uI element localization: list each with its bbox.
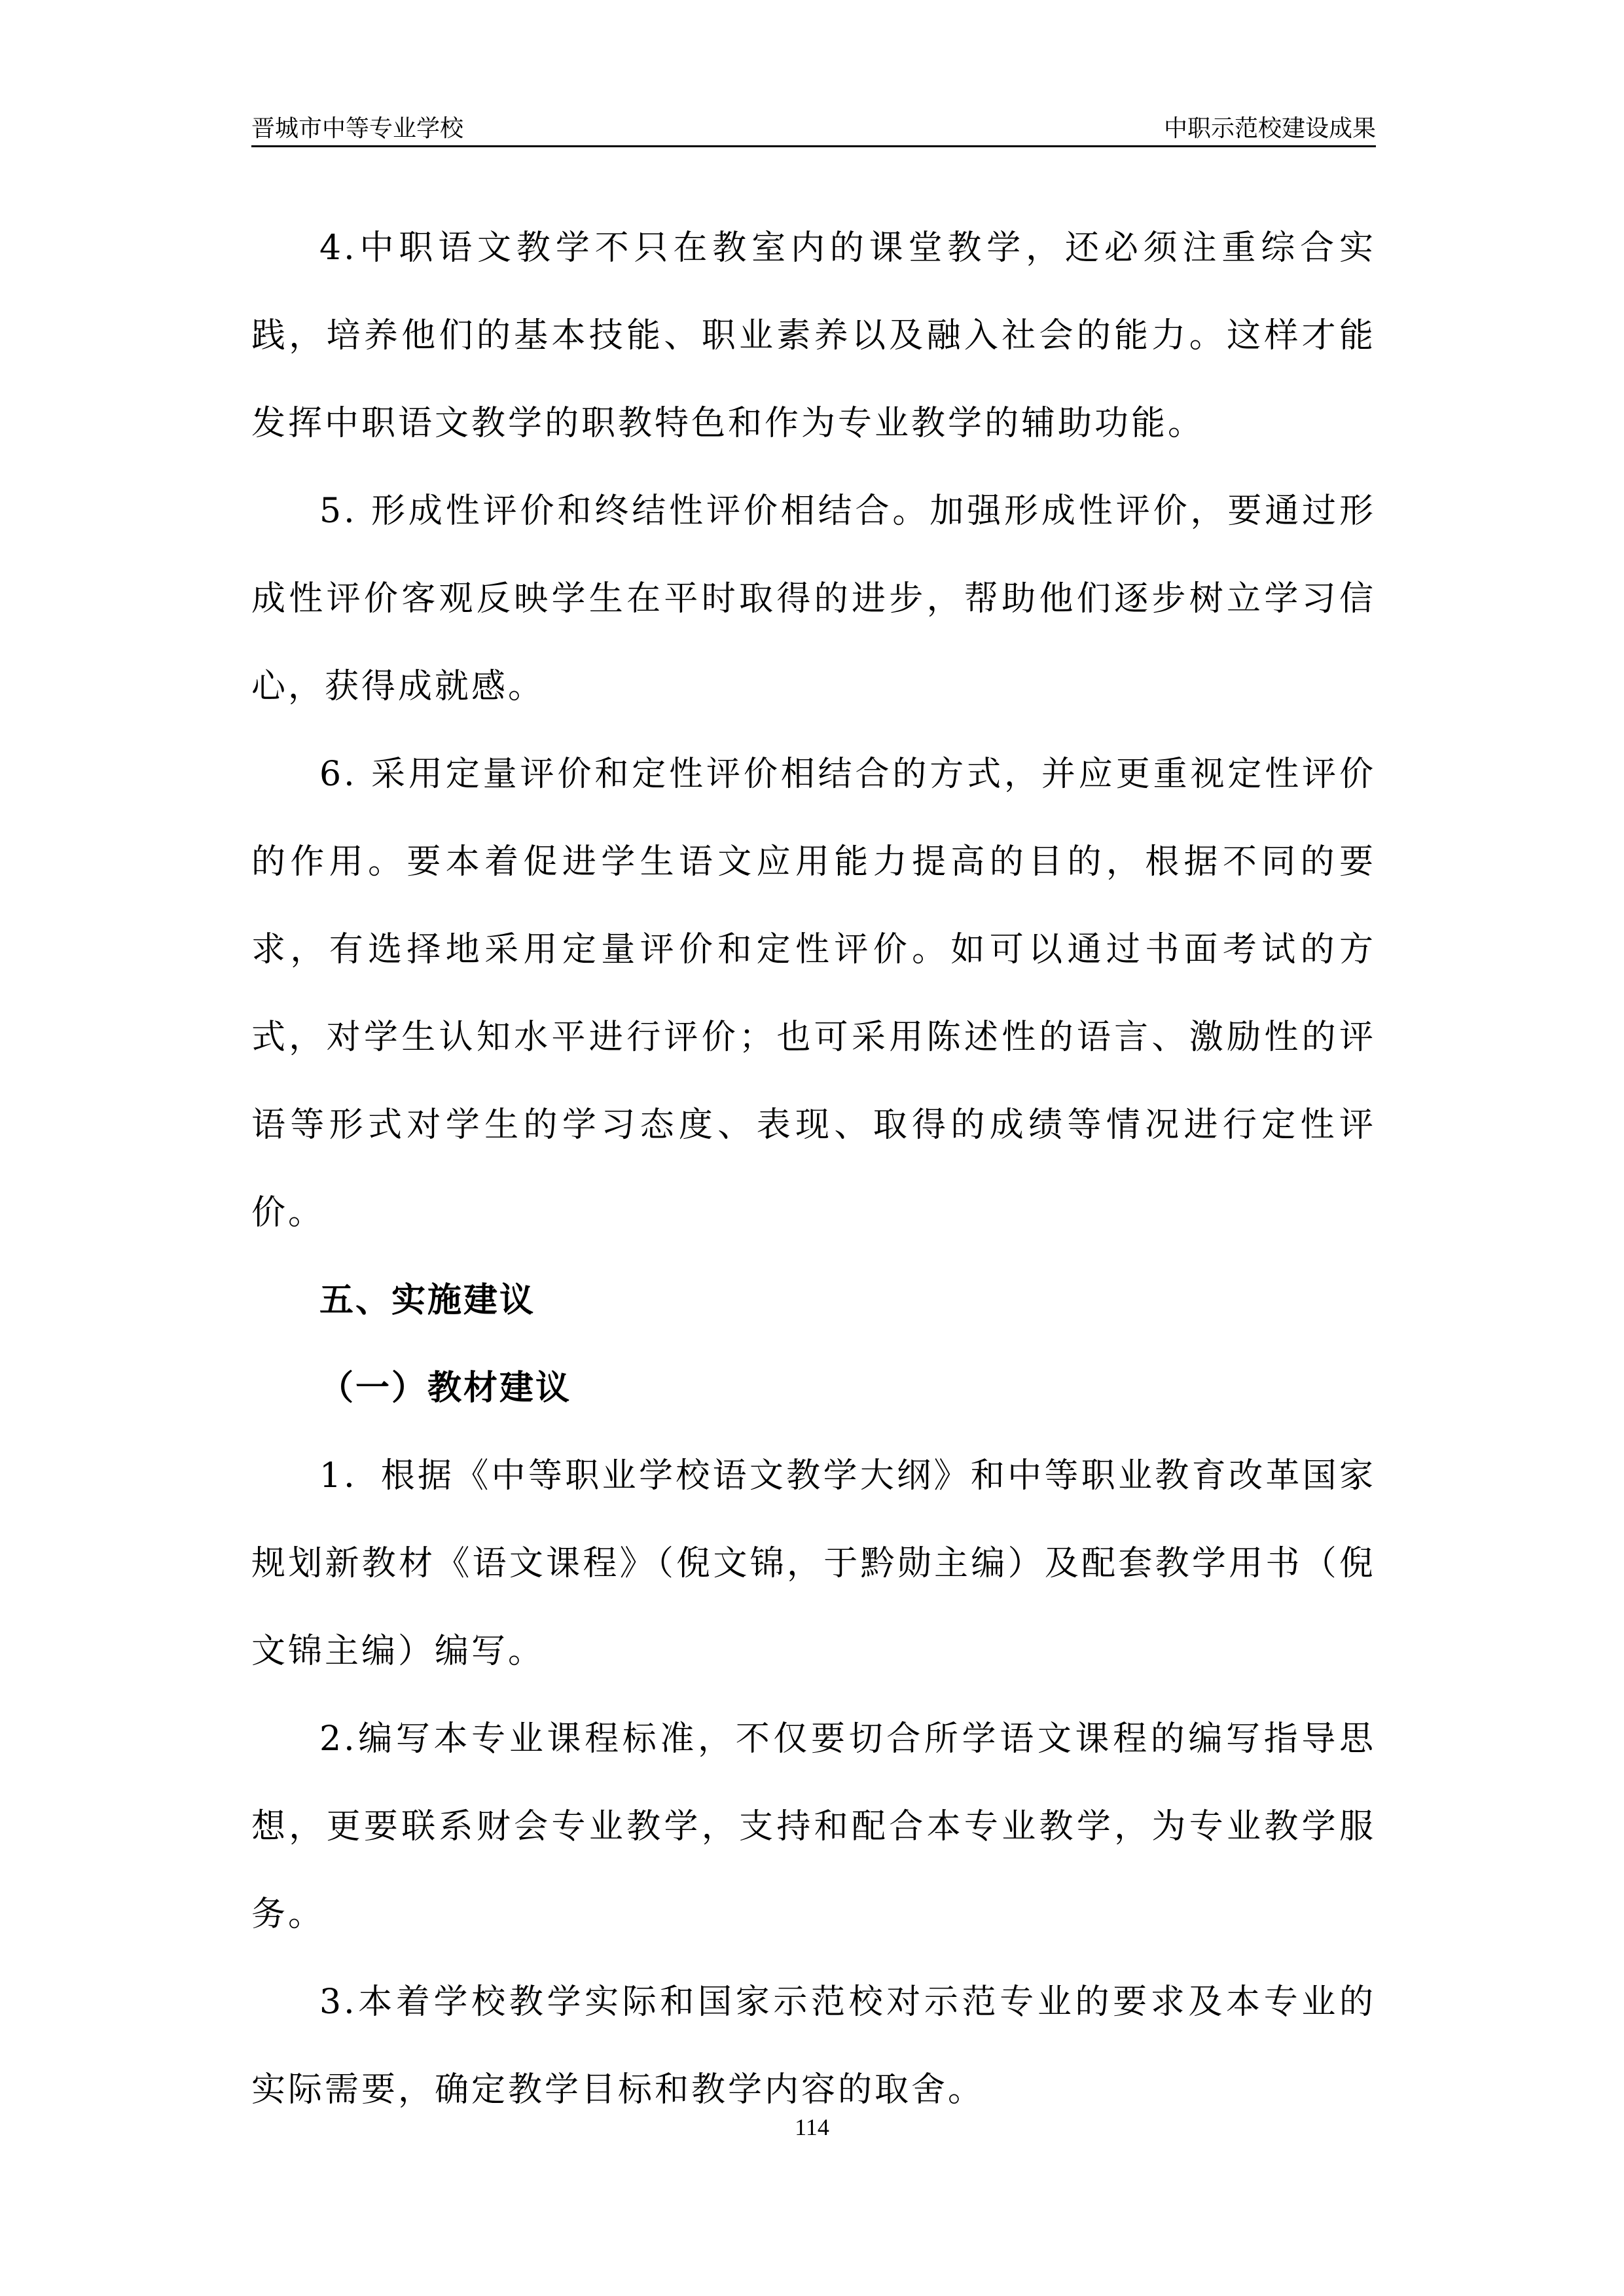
header-document-title: 中职示范校建设成果 (1163, 115, 1376, 141)
page-header (251, 111, 1376, 145)
paragraph-textbook-1: 1．根据《中等职业学校语文教学大纲》和中等职业教育改革国家规划新教材《语文课程》（倪文锦，于黔勋主编）及配套教学用书（倪文锦主编）编写。 (251, 1456, 1376, 1671)
paragraph-item-5: 5. 形成性评价和终结性评价相结合。加强形成性评价，要通过形成性评价客观反映学生在平时取得的进步，帮助他们逐步树立学习信心，获得成就感。 (251, 492, 1376, 706)
paragraph-item-6: 6. 采用定量评价和定性评价相结合的方式，并应更重视定性评价的作用。要本着促进学生语文应用能力提高的目的，根据不同的要求，有选择地采用定量评价和定性评价。如可以通过书面考试的方式，对学生认知水平进行评价；也可采用陈述性的语言、激励性的评语等形式对学生的学习态度、表现、取得的成绩等情况进行定性评价。 (251, 755, 1376, 1232)
header-rule (251, 145, 1376, 147)
header-school-name: 晋城市中等专业学校 (251, 115, 464, 141)
section-heading: 五、实施建议 (319, 1281, 536, 1320)
paragraph-item-4: 4.中职语文教学不只在教室内的课堂教学，还必须注重综合实践，培养他们的基本技能、职业素养以及融入社会的能力。这样才能发挥中职语文教学的职教特色和作为专业教学的辅助功能。 (251, 228, 1376, 443)
subsection-heading: （一）教材建议 (319, 1369, 572, 1408)
page-number: 114 (795, 2114, 829, 2140)
paragraph-textbook-2: 2.编写本专业课程标准，不仅要切合所学语文课程的编写指导思想，更要联系财会专业教学，支持和配合本专业教学，为专业教学服务。 (251, 1719, 1376, 1934)
body-text (251, 204, 1376, 2134)
paragraph-textbook-3: 3.本着学校教学实际和国家示范校对示范专业的要求及本专业的实际需要，确定教学目标和教学内容的取舍。 (251, 1982, 1376, 2109)
